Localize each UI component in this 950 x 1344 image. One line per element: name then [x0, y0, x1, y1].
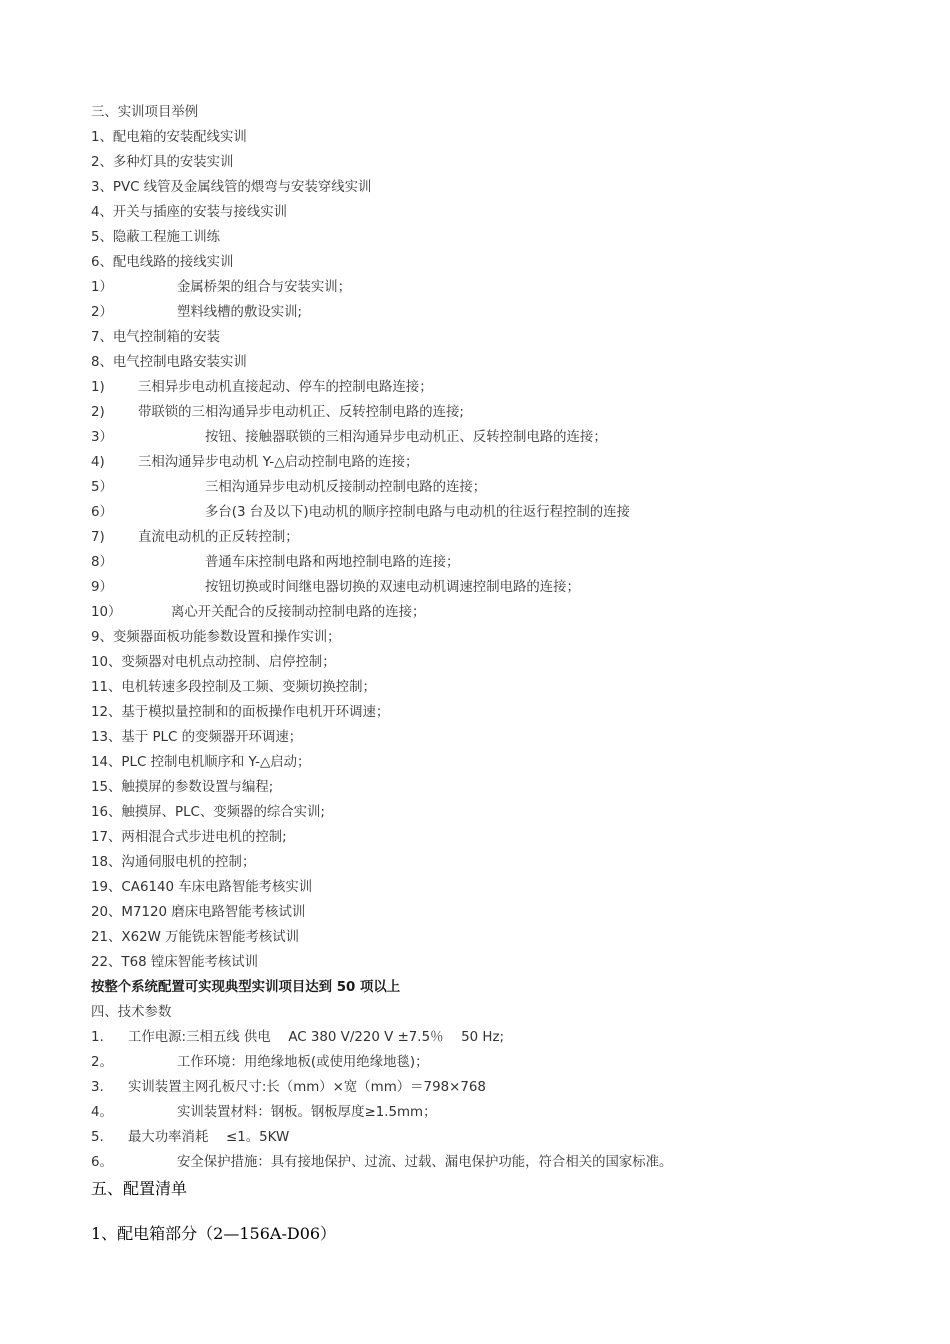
line-label: 22、T68 镗床智能考核试训: [91, 955, 259, 970]
text-line: [91, 575, 891, 600]
line-text: 三相异步电动机直接起动、停车的控制电路连接；: [138, 380, 433, 395]
text-line: [91, 250, 891, 275]
line-label: 7): [91, 530, 105, 545]
line-label: 三、实训项目举例: [91, 105, 199, 120]
line-label: 13、基于 PLC 的变频器开环调速；: [91, 730, 303, 745]
text-line: [91, 675, 891, 700]
text-line: [91, 475, 891, 500]
text-line: [91, 425, 891, 450]
line-text: 最大功率消耗 ≤1。5KW: [128, 1130, 290, 1145]
content-lines: [91, 100, 891, 1175]
text-line: [91, 650, 891, 675]
text-line: [91, 900, 891, 925]
text-line: [91, 725, 891, 750]
text-line: [91, 975, 891, 1000]
text-line: [91, 875, 891, 900]
line-label: 16、触摸屏、PLC、变频器的综合实训;: [91, 805, 325, 820]
line-text: 金属桥架的组合与安装实训；: [177, 280, 352, 295]
line-text: 按钮切换或时间继电器切换的双速电动机调速控制电路的连接；: [205, 580, 580, 595]
line-label: 1.: [91, 1030, 104, 1045]
line-label: 21、X62W 万能铣床智能考核试训: [91, 930, 300, 945]
line-label: 20、M7120 磨床电路智能考核试训: [91, 905, 306, 920]
text-line: [91, 375, 891, 400]
line-text: 安全保护措施：具有接地保护、过流、过载、漏电保护功能，符合相关的国家标准。: [177, 1155, 673, 1170]
line-label: 14、PLC 控制电机顺序和 Y-△启动；: [91, 755, 311, 770]
line-text: 工作环境：用绝缘地板(或使用绝缘地毯)；: [177, 1055, 429, 1070]
line-label: 9、变频器面板功能参数设置和操作实训；: [91, 630, 341, 645]
text-line: [91, 300, 891, 325]
line-label: 6）: [91, 505, 113, 520]
text-line: [91, 225, 891, 250]
text-line: [91, 1075, 891, 1100]
line-label: 6、配电线路的接线实训: [91, 255, 234, 270]
line-label: 4、开关与插座的安装与接线实训: [91, 205, 287, 220]
line-label: 9）: [91, 580, 113, 595]
line-label: 按整个系统配置可实现典型实训项目达到 50 项以上: [91, 980, 401, 995]
text-line: [91, 150, 891, 175]
text-line: [91, 350, 891, 375]
line-label: 18、沟通伺服电机的控制；: [91, 855, 256, 870]
line-label: 2。: [91, 1055, 113, 1070]
line-label: 7、电气控制箱的安装: [91, 330, 221, 345]
line-text: 直流电动机的正反转控制；: [138, 530, 299, 545]
line-label: 3.: [91, 1080, 104, 1095]
line-label: 15、触摸屏的参数设置与编程;: [91, 780, 274, 795]
text-line: [91, 925, 891, 950]
line-label: 4。: [91, 1105, 113, 1120]
line-label: 17、两相混合式步进电机的控制;: [91, 830, 287, 845]
line-label: 4): [91, 455, 105, 470]
text-line: [91, 1150, 891, 1175]
text-line: [91, 525, 891, 550]
line-label: 8）: [91, 555, 113, 570]
text-line: [91, 500, 891, 525]
text-line: [91, 550, 891, 575]
text-line: [91, 1025, 891, 1050]
text-line: [91, 625, 891, 650]
text-line: [91, 700, 891, 725]
text-line: [91, 125, 891, 150]
line-text: 多台(3 台及以下)电动机的顺序控制电路与电动机的往返行程控制的连接: [205, 505, 630, 520]
text-line: [91, 850, 891, 875]
line-label: 10）: [91, 605, 122, 620]
line-label: 11、电机转速多段控制及工频、变频切换控制；: [91, 680, 376, 695]
text-line: [91, 200, 891, 225]
line-label: 8、电气控制电路安装实训: [91, 355, 247, 370]
line-text: 实训装置主网孔板尺寸:长（mm）×宽（mm）＝798×768: [128, 1080, 486, 1095]
line-text: 普通车床控制电路和两地控制电路的连接；: [205, 555, 460, 570]
section-heading-config-list: 五、配置清单: [91, 1179, 188, 1198]
line-text: 带联锁的三相沟通异步电动机正、反转控制电路的连接;: [138, 405, 464, 420]
line-text: 塑料线槽的敷设实训;: [177, 305, 303, 320]
text-line: [91, 275, 891, 300]
text-line: [91, 100, 891, 125]
text-line: [91, 325, 891, 350]
line-label: 5、隐蔽工程施工训练: [91, 230, 221, 245]
line-text: 三相沟通异步电动机 Y-△启动控制电路的连接；: [138, 455, 419, 470]
text-line: [91, 175, 891, 200]
line-text: 实训装置材料：钢板。钢板厚度≥1.5mm；: [177, 1105, 437, 1120]
line-label: 5）: [91, 480, 113, 495]
line-text: 按钮、接触器联锁的三相沟通异步电动机正、反转控制电路的连接；: [205, 430, 607, 445]
document-body: [91, 100, 891, 1246]
line-label: 2、多种灯具的安装实训: [91, 155, 234, 170]
line-label: 6。: [91, 1155, 113, 1170]
text-line: [91, 800, 891, 825]
line-label: 2）: [91, 305, 113, 320]
text-line: [91, 1050, 891, 1075]
line-label: 2): [91, 405, 105, 420]
line-label: 3）: [91, 430, 113, 445]
text-line: [91, 1125, 891, 1150]
text-line: [91, 400, 891, 425]
line-label: 1、配电箱的安装配线实训: [91, 130, 247, 145]
line-label: 5.: [91, 1130, 104, 1145]
text-line: [91, 1100, 891, 1125]
line-text: 三相沟通异步电动机反接制动控制电路的连接；: [205, 480, 487, 495]
text-line: [91, 775, 891, 800]
line-label: 四、技术参数: [91, 1005, 172, 1020]
line-label: 10、变频器对电机点动控制、启停控制；: [91, 655, 336, 670]
line-label: 1): [91, 380, 105, 395]
line-text: 离心开关配合的反接制动控制电路的连接；: [171, 605, 426, 620]
line-label: 3、PVC 线管及金属线管的煨弯与安装穿线实训: [91, 180, 372, 195]
line-label: 1）: [91, 280, 113, 295]
subsection-heading-distribution-box: 1、配电箱部分（2—156A-D06）: [91, 1224, 337, 1243]
text-line: [91, 950, 891, 975]
line-label: 19、CA6140 车床电路智能考核实训: [91, 880, 313, 895]
text-line: [91, 450, 891, 475]
text-line: [91, 750, 891, 775]
line-label: 12、基于模拟量控制和的面板操作电机开环调速；: [91, 705, 390, 720]
text-line: [91, 825, 891, 850]
line-text: 工作电源:三相五线 供电 AC 380 V/220 V ±7.5％ 50 Hz;: [128, 1030, 505, 1045]
text-line: [91, 1000, 891, 1025]
text-line: [91, 600, 891, 625]
